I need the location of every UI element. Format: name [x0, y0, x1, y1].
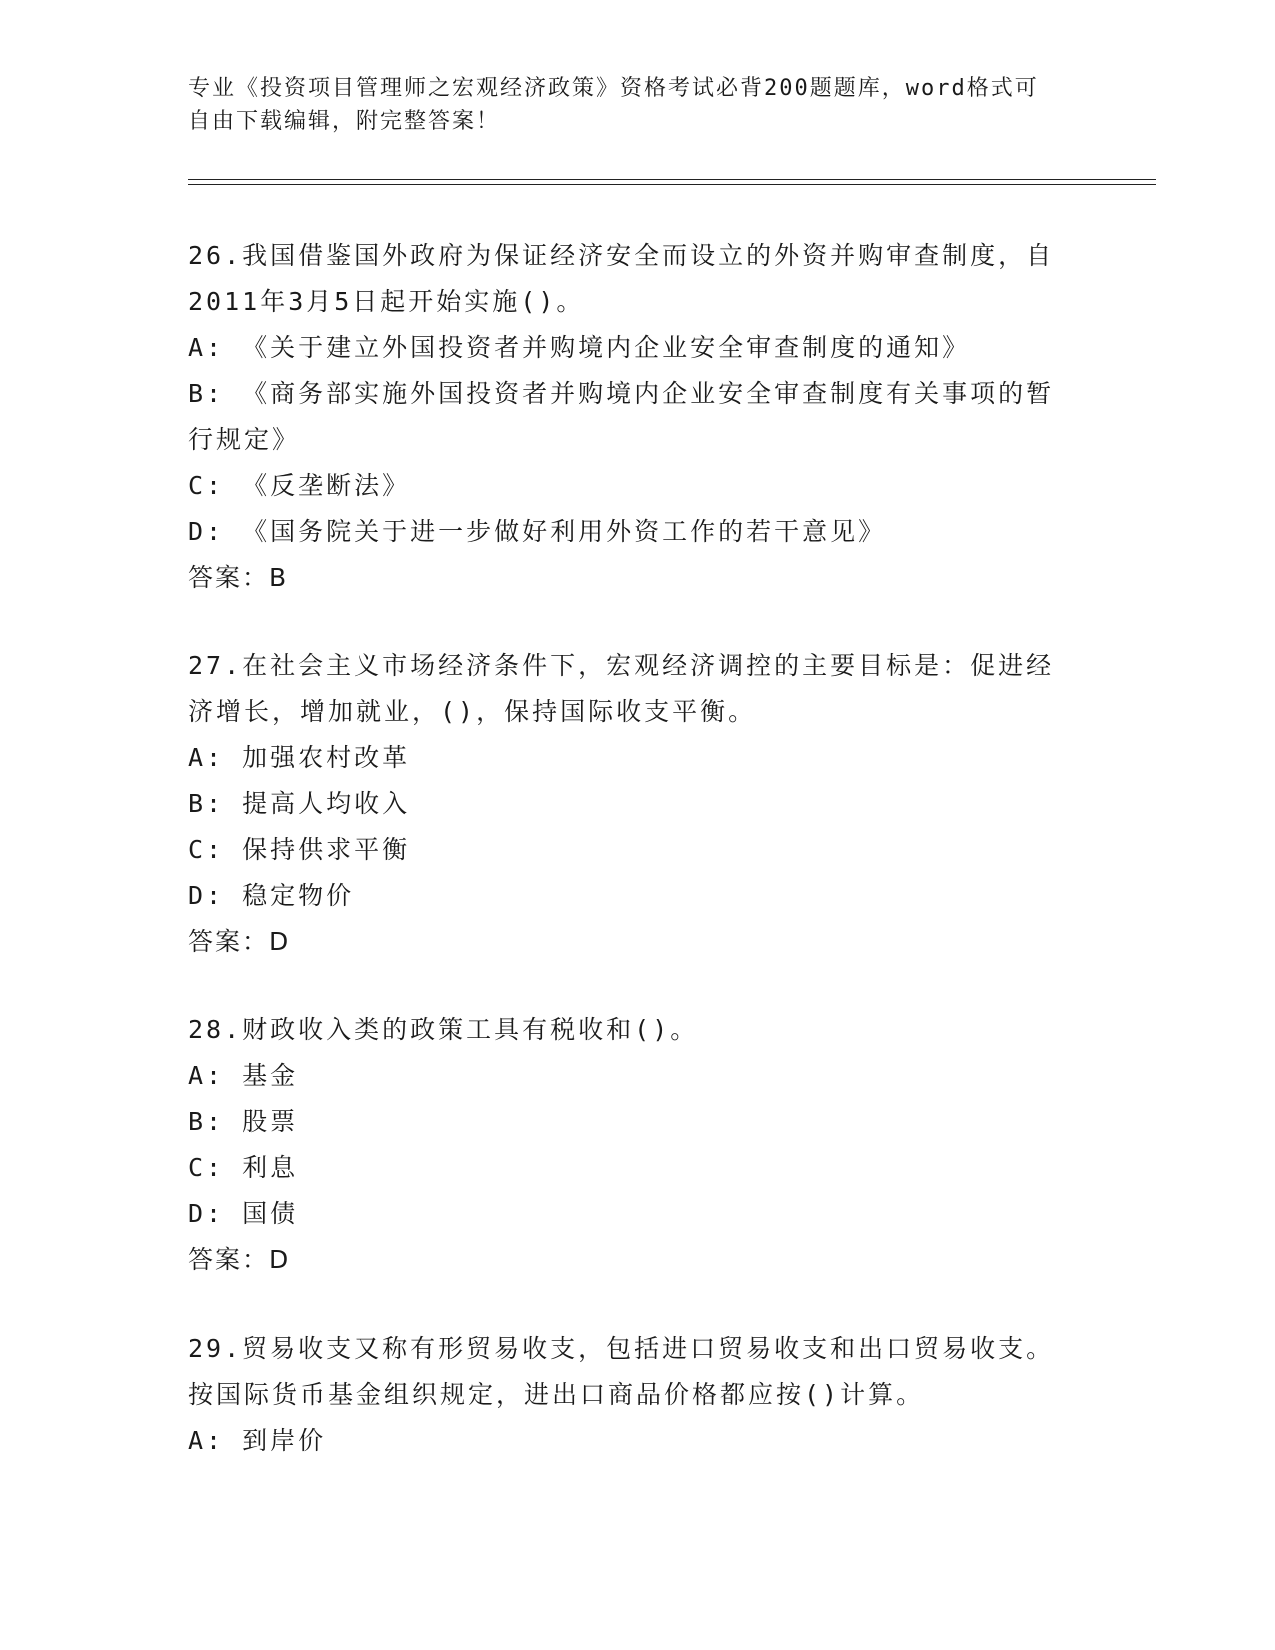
question-stem-line-2: 济增长，增加就业，()，保持国际收支平衡。: [188, 697, 757, 726]
header-line-1: 专业《投资项目管理师之宏观经济政策》资格考试必背200题题库，word格式可: [188, 76, 1039, 101]
option-d: D: 《国务院关于进一步做好利用外资工作的若干意见》: [188, 517, 887, 546]
option-b: B: 《商务部实施外国投资者并购境内企业安全审查制度有关事项的暂: [188, 379, 1055, 408]
option-a: A: 加强农村改革: [188, 743, 411, 772]
answer: 答案：B: [188, 563, 289, 592]
question-27: [188, 643, 1088, 965]
question-26: [188, 233, 1088, 601]
option-a: A: 基金: [188, 1061, 299, 1090]
question-stem-line-2: 按国际货币基金组织规定，进出口商品价格都应按()计算。: [188, 1380, 925, 1409]
question-stem-line-1: 28.财政收入类的政策工具有税收和()。: [188, 1015, 699, 1044]
option-a: A: 《关于建立外国投资者并购境内企业安全审查制度的通知》: [188, 333, 971, 362]
question-stem-line-2: 2011年3月5日起开始实施()。: [188, 287, 585, 316]
header-divider-top: [188, 179, 1156, 180]
option-c: C: 《反垄断法》: [188, 471, 411, 500]
answer: 答案：D: [188, 1245, 291, 1274]
option-c: C: 利息: [188, 1153, 299, 1182]
option-a: A: 到岸价: [188, 1426, 327, 1455]
question-28: [188, 1007, 1088, 1283]
question-stem-line-1: 29.贸易收支又称有形贸易收支，包括进口贸易收支和出口贸易收支。: [188, 1334, 1055, 1363]
option-b-continued: 行规定》: [188, 425, 301, 454]
question-stem-line-1: 26.我国借鉴国外政府为保证经济安全而设立的外资并购审查制度，自: [188, 241, 1055, 270]
option-c: C: 保持供求平衡: [188, 835, 411, 864]
header-line-2: 自由下载编辑，附完整答案！: [188, 109, 501, 134]
option-b: B: 股票: [188, 1107, 299, 1136]
document-header: [188, 72, 1088, 138]
option-d: D: 稳定物价: [188, 881, 355, 910]
option-d: D: 国债: [188, 1199, 299, 1228]
option-b: B: 提高人均收入: [188, 789, 411, 818]
header-divider-bottom: [188, 184, 1156, 185]
question-stem-line-1: 27.在社会主义市场经济条件下，宏观经济调控的主要目标是：促进经: [188, 651, 1055, 680]
answer: 答案：D: [188, 927, 291, 956]
question-29: [188, 1326, 1088, 1464]
